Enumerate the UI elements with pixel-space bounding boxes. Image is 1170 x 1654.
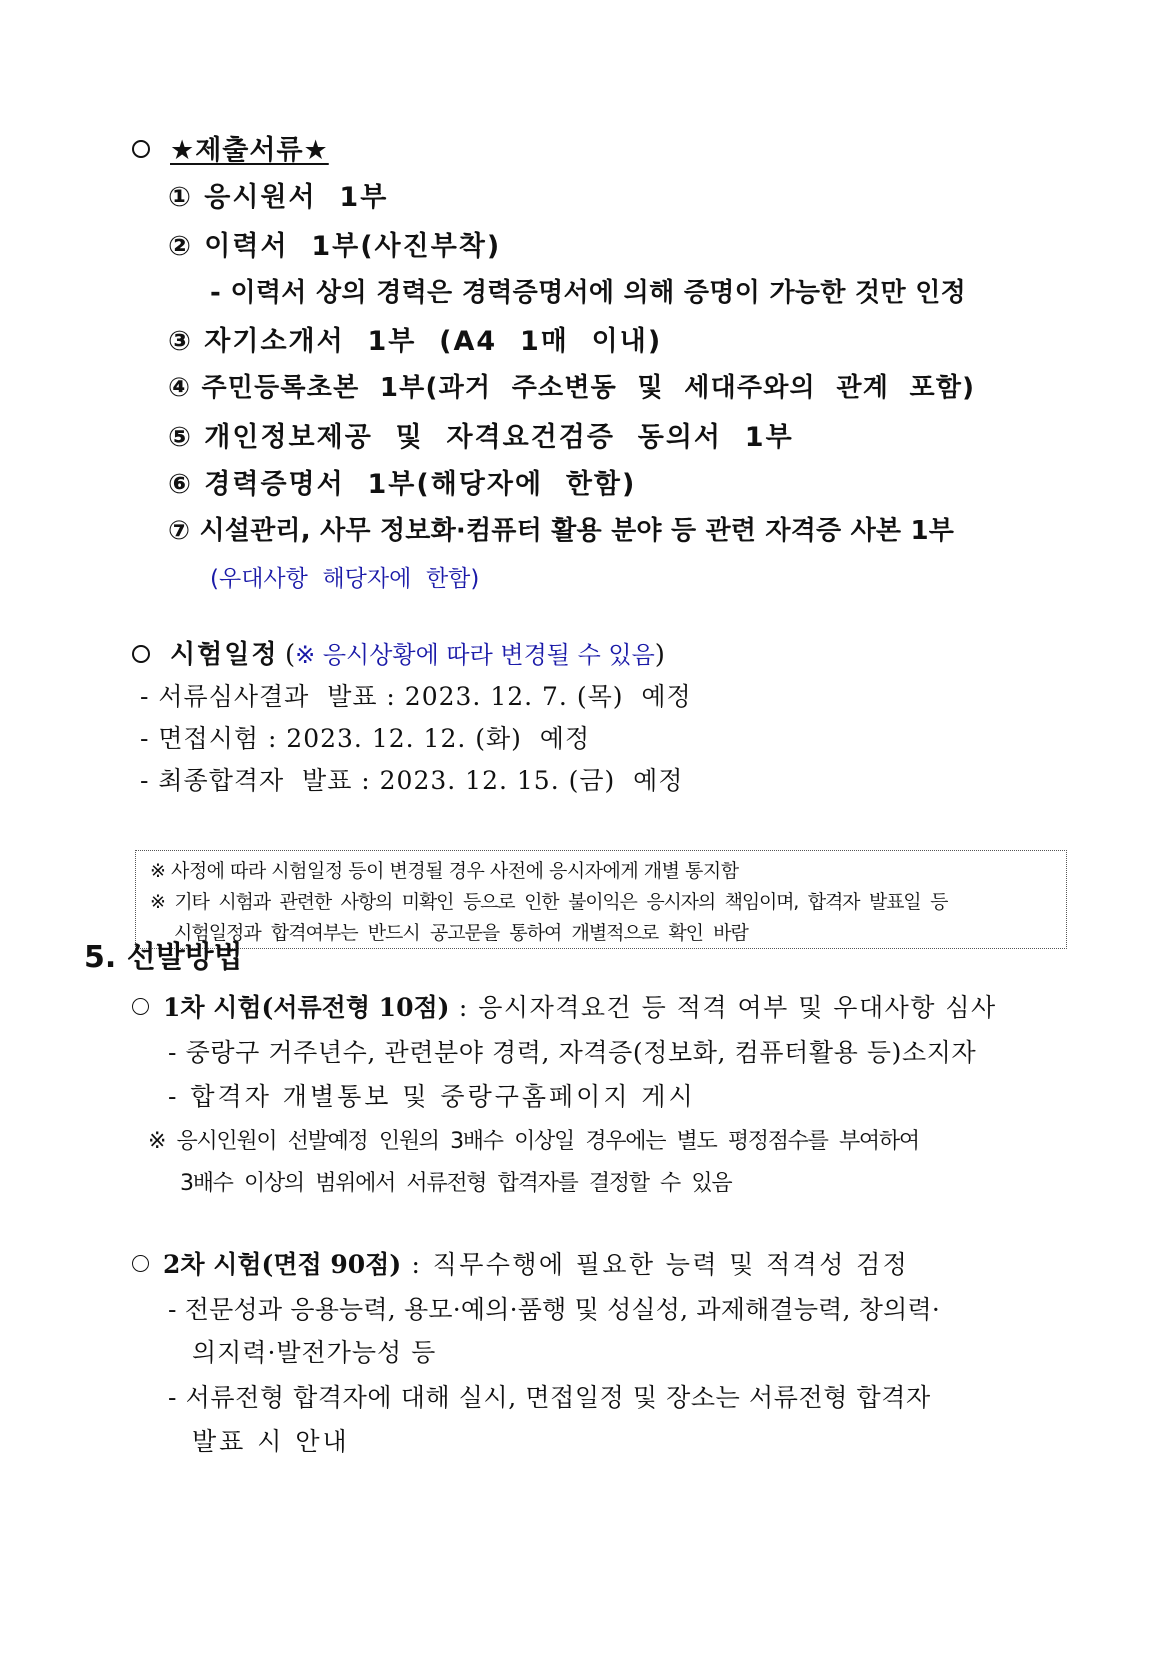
- item-text: 주민등록초본 1부(과거 주소변동 및 세대주와의 관계 포함): [201, 373, 976, 403]
- documents-heading-line: [132, 128, 329, 167]
- round1-bullet-1: - 중랑구 거주년수, 관련분야 경력, 자격증(정보화, 컴퓨터활용 등)소지자: [168, 1038, 977, 1067]
- schedule-row-document-result: - 서류심사결과 발표 : 2023. 12. 7. (목) 예정: [140, 682, 692, 711]
- item-number: ④: [168, 373, 192, 403]
- document-item-1: [168, 175, 388, 214]
- item-number: ③: [168, 326, 193, 357]
- round1-heading-line: [132, 988, 997, 1024]
- round2-bullet-2: - 서류전형 합격자에 대해 실시, 면접일정 및 장소는 서류전형 합격자: [168, 1383, 931, 1412]
- round2-bullet-1-cont: 의지력·발전가능성 등: [192, 1338, 437, 1367]
- documents-heading: ★제출서류★: [170, 135, 329, 166]
- round2-bullet-1: - 전문성과 응용능력, 용모·예의·품행 및 성실성, 과제해결능력, 창의력·: [168, 1295, 941, 1324]
- circle-bullet-icon: [132, 1255, 149, 1272]
- round1-note-line-1: ※ 응시인원이 선발예정 인원의 3배수 이상일 경우에는 별도 평정점수를 부여하여: [148, 1129, 919, 1154]
- document-item-2: [168, 224, 501, 263]
- schedule-row-final-result: - 최종합격자 발표 : 2023. 12. 15. (금) 예정: [140, 766, 684, 795]
- item-text: 경력증명서 1부(해당자에 한함): [204, 469, 637, 500]
- document-item-7-note: (우대사항 해당자에 한함): [210, 566, 480, 592]
- round1-title: 1차 시험(서류전형 10점): [163, 993, 450, 1022]
- document-item-5: [168, 415, 794, 454]
- item-text: 개인정보제공 및 자격요건검증 동의서 1부: [204, 422, 794, 453]
- round2-bullet-2-cont: 발표 시 안내: [192, 1427, 350, 1456]
- document-item-6: [168, 462, 636, 501]
- round2-heading-line: [132, 1245, 909, 1281]
- section-title: 5. 선발방법: [84, 940, 243, 975]
- item-text: 이력서 1부(사진부착): [204, 231, 502, 262]
- document-item-2-subnote: [210, 272, 966, 309]
- schedule-row-interview: - 면접시험 : 2023. 12. 12. (화) 예정: [140, 724, 591, 753]
- item-text: 응시원서 1부: [204, 182, 389, 213]
- document-item-3: [168, 319, 662, 358]
- schedule-heading: 시험일정: [170, 640, 279, 670]
- paren: ): [654, 640, 665, 670]
- item-number: ②: [168, 231, 193, 262]
- round1-bullet-2: - 합격자 개별통보 및 중랑구홈페이지 게시: [168, 1082, 696, 1111]
- circle-bullet-icon: [132, 998, 149, 1015]
- notice-line-1: ※ 사정에 따라 시험일정 등이 변경될 경우 사전에 응시자에게 개별 통지함: [150, 860, 739, 882]
- paren: (: [284, 640, 296, 670]
- document-item-7: [168, 510, 954, 547]
- round1-note-line-2: 3배수 이상의 범위에서 서류전형 합격자를 결정할 수 있음: [180, 1171, 732, 1196]
- item-number: ⑤: [168, 422, 193, 453]
- round1-description: : 응시자격요건 등 적격 여부 및 우대사항 심사: [449, 993, 997, 1022]
- circle-bullet-icon: [132, 140, 150, 158]
- item-text: 시설관리, 사무 정보화·컴퓨터 활용 분야 등 관련 자격증 사본 1부: [199, 516, 955, 546]
- circle-bullet-icon: [132, 645, 150, 663]
- item-number: ⑦: [168, 516, 191, 546]
- schedule-change-note: ※ 응시상황에 따라 변경될 수 있음: [295, 641, 655, 669]
- schedule-heading-line: [132, 634, 665, 671]
- notice-line-3: 시험일정과 합격여부는 반드시 공고문을 통하여 개별적으로 확인 바람: [174, 922, 748, 944]
- document-item-4: [168, 367, 975, 404]
- item-number: ①: [168, 182, 193, 213]
- item-text: - 이력서 상의 경력은 경력증명서에 의해 증명이 가능한 것만 인정: [210, 278, 967, 308]
- schedule-notice-box: [135, 850, 1067, 949]
- notice-line-2: ※ 기타 시험과 관련한 사항의 미확인 등으로 인한 불이익은 응시자의 책임이며, 합격자 발표일 등: [150, 891, 948, 913]
- item-number: ⑥: [168, 469, 193, 500]
- round2-title: 2차 시험(면접 90점): [163, 1250, 402, 1279]
- round2-description: : 직무수행에 필요한 능력 및 적격성 검정: [401, 1250, 910, 1279]
- item-text: 자기소개서 1부 (A4 1매 이내): [204, 326, 663, 357]
